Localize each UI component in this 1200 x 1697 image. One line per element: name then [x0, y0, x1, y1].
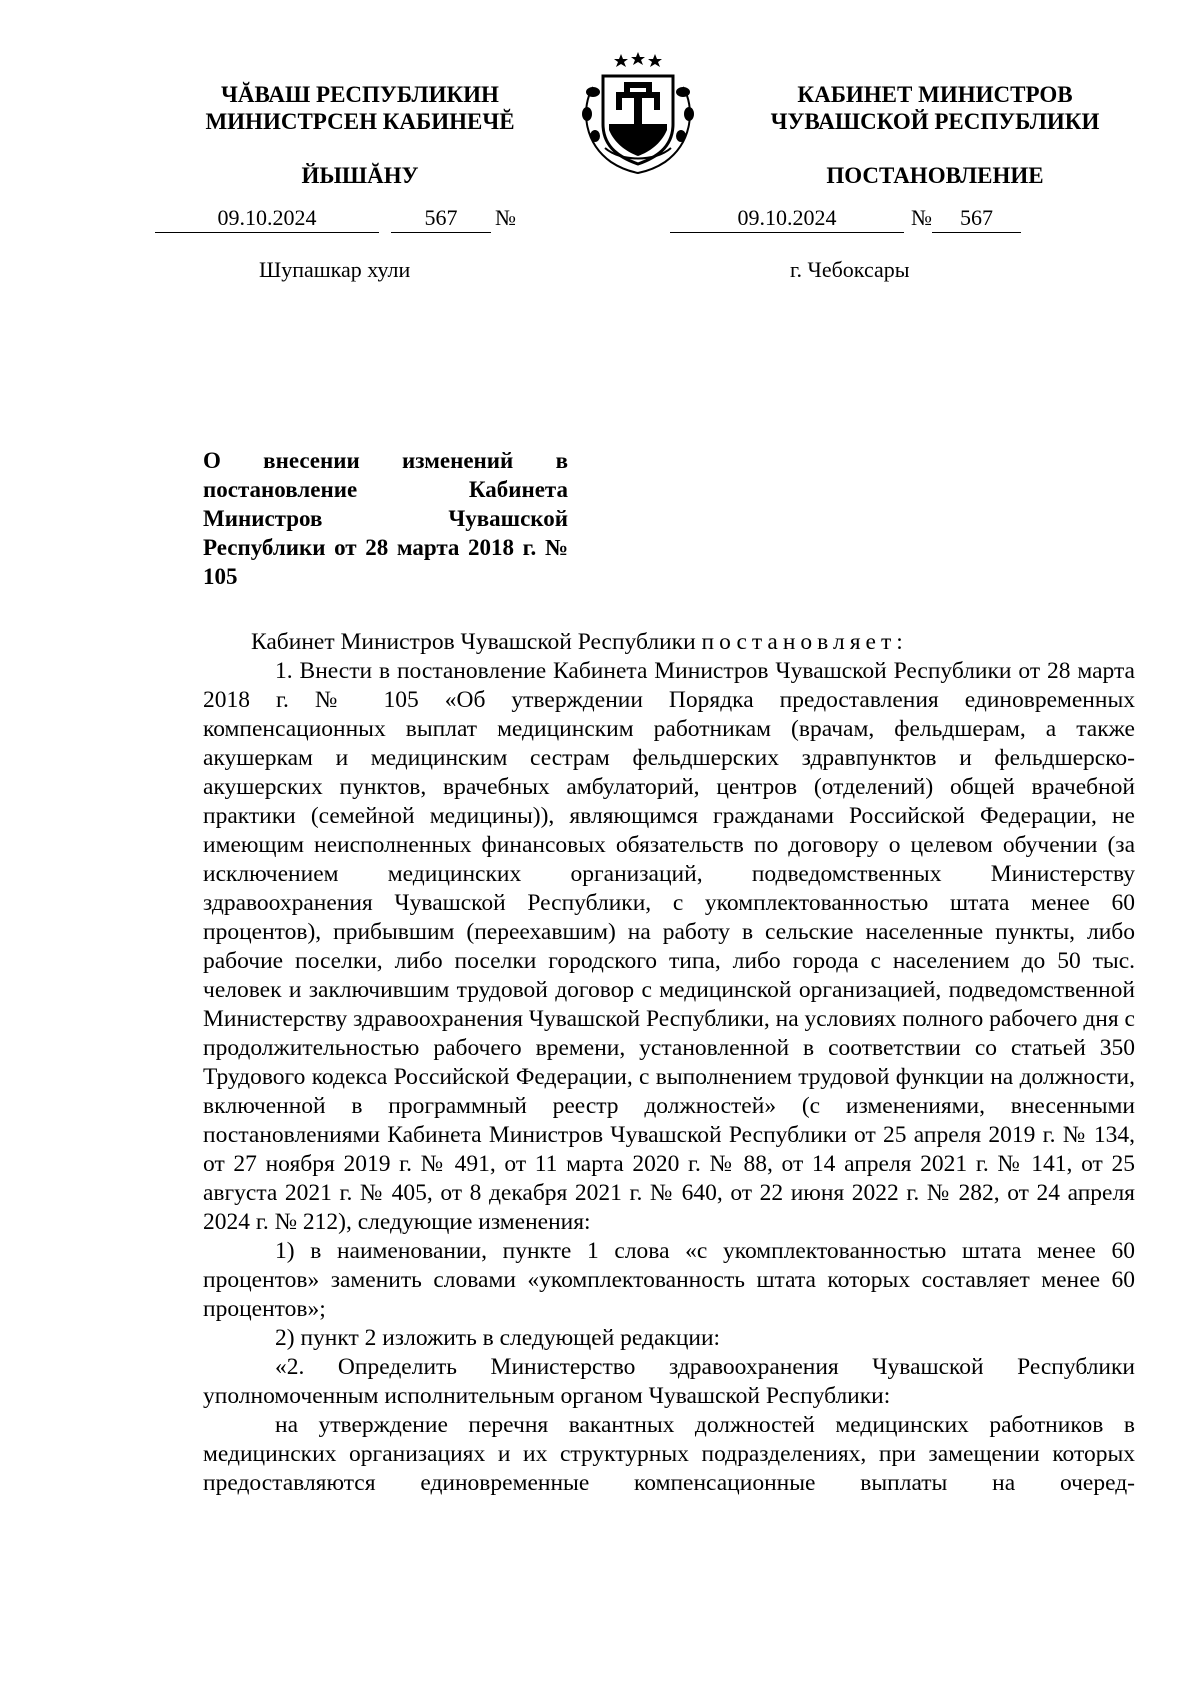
header-left-title — [170, 81, 550, 135]
document-subject: О внесении изменений в постановление Кабинета Министров Чувашской Республики от 28 марта 2018 г. № 105 — [203, 448, 568, 589]
header-left-line1: ЧĂВАШ РЕСПУБЛИКИН — [221, 82, 499, 107]
right-date-field — [670, 204, 904, 233]
left-date-field — [155, 204, 379, 233]
left-number-sign: № — [495, 205, 516, 230]
right-number: 567 — [960, 205, 993, 230]
intro-lead: Кабинет Министров Чувашской Республики — [251, 629, 696, 655]
document-body — [203, 628, 1135, 1498]
place-right: г. Чебоксары — [790, 257, 910, 282]
doc-type-left: ЙЫШĂНУ — [301, 163, 419, 188]
place-left: Шупашкар хули — [259, 257, 411, 282]
header-right-line1: КАБИНЕТ МИНИСТРОВ — [797, 82, 1073, 107]
intro-action: постановляет: — [701, 629, 908, 655]
left-date: 09.10.2024 — [217, 205, 317, 230]
left-number: 567 — [424, 205, 458, 230]
left-number-field — [391, 204, 491, 233]
header-left-line2: МИНИСТРСЕН КАБИНЕЧĔ — [205, 109, 515, 134]
paragraph-2: 1) в наименовании, пункте 1 слова «с укомплектованностью штата менее 60 процентов» заменить словами «укомплектованность штата которых составляет менее 60 процентов»; — [203, 1238, 1135, 1322]
paragraph-5: на утверждение перечня вакантных должностей медицинских работников в медицинских организациях и их структурных подразделениях, при замещении которых предоставляются единовременные компенсационные выплаты на очеред- — [203, 1412, 1135, 1496]
paragraph-4: «2. Определить Министерство здравоохранения Чувашской Республики уполномоченным исполнительным органом Чувашской Республики: — [203, 1354, 1135, 1409]
right-number-field — [932, 204, 1021, 233]
paragraph-1: 1. Внести в постановление Кабинета Министров Чувашской Республики от 28 марта 2018 г. № 105 «Об утверждении Порядка предоставления единовременных компенсационных выплат медицинским работникам (врачам, фельдшерам, а также акушеркам и медицинским сестрам фельдшерских здравпунктов и фельдшерско-акушерских пунктов, врачебных амбулаторий, центров (отделений) общей врачебной практики (семейной медицины)), являющимся гражданами Российской Федерации, не имеющим неисполненных финансовых обязательств по договору о целевом обучении (за исключением медицинских организаций, подведомственных Министерству здравоохранения Чувашской Республики, с укомплектованностью штата менее 60 процентов), прибывшим (переехавшим) на работу в сельские населенные пункты, либо рабочие поселки, либо поселки городского типа, либо города с населением до 50 тыс. человек и заключившим трудовой договор с медицинской организацией, подведомственной Министерству здравоохранения Чувашской Республики, на условиях полного рабочего дня с продолжительностью рабочего времени, установленной в соответствии со статьей 350 Трудового кодекса Российской Федерации, с выполнением трудовой функции на должности, включенной в программный реестр должностей» (с изменениями, внесенными постановлениями Кабинета Министров Чувашской Республики от 25 апреля 2019 г. № 134, от 27 ноября 2019 г. № 491, от 11 марта 2020 г. № 88, от 14 апреля 2021 г. № 141, от 25 августа 2021 г. № 405, от 8 декабря 2021 г. № 640, от 22 июня 2022 г. № 282, от 24 апреля 2024 г. № 212), следующие изменения: — [203, 658, 1135, 1235]
doc-type-right: ПОСТАНОВЛЕНИЕ — [826, 163, 1044, 188]
paragraph-3: 2) пункт 2 изложить в следующей редакции: — [275, 1325, 721, 1351]
chuvash-coat-of-arms-icon — [571, 52, 705, 176]
right-date: 09.10.2024 — [737, 205, 837, 230]
header-right-title — [725, 81, 1145, 135]
right-number-sign: № — [911, 205, 932, 230]
intro-paragraph — [203, 628, 1135, 657]
header-right-line2: ЧУВАШСКОЙ РЕСПУБЛИКИ — [770, 109, 1100, 134]
